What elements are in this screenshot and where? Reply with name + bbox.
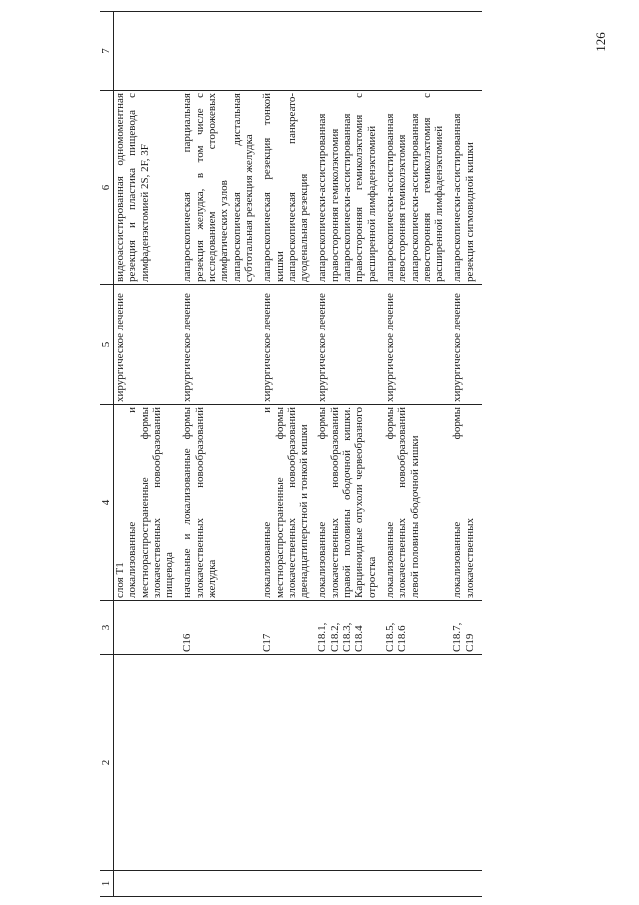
cell-col5: хирургическое лечение bbox=[261, 285, 316, 405]
cell-col2 bbox=[316, 655, 383, 871]
cell-col1 bbox=[114, 871, 182, 897]
cell-col6: видеоассистированная одномоментная резекция и пластика пищевода с лимфаденэктомией 2S, 2F, 3F bbox=[114, 91, 182, 285]
cell-col2 bbox=[384, 655, 451, 871]
table-row bbox=[181, 12, 261, 897]
cell-col7 bbox=[451, 12, 482, 91]
cell-col2 bbox=[114, 655, 182, 871]
treatment-table bbox=[100, 11, 482, 897]
cell-col1 bbox=[316, 871, 383, 897]
cell-col7 bbox=[384, 12, 451, 91]
cell-col2 bbox=[181, 655, 261, 871]
table-row bbox=[451, 12, 482, 897]
col-header-3: 3 bbox=[100, 601, 114, 655]
cell-col5: хирургическое лечение bbox=[181, 285, 261, 405]
col-header-6: 6 bbox=[100, 91, 114, 285]
cell-col6: лапароскопически-ассистированная резекция сигмовидной кишки bbox=[451, 91, 482, 285]
cell-col1 bbox=[451, 871, 482, 897]
cell-col7 bbox=[114, 12, 182, 91]
page-number: 126 bbox=[593, 32, 608, 52]
cell-col5: хирургическое лечение bbox=[316, 285, 383, 405]
col-header-5: 5 bbox=[100, 285, 114, 405]
cell-col3 bbox=[114, 601, 182, 655]
cell-col1 bbox=[181, 871, 261, 897]
cell-col5: хирургическое лечение bbox=[114, 285, 182, 405]
col-header-1: 1 bbox=[100, 871, 114, 897]
table-row bbox=[114, 12, 182, 897]
col-header-2: 2 bbox=[100, 655, 114, 871]
cell-col3: C17 bbox=[261, 601, 316, 655]
cell-col2 bbox=[451, 655, 482, 871]
cell-col6: лапароскопически-ассистированная левосторонняя гемиколэктомия лапароскопически-ассистированная левосторонняя гемиколэктомия с расширенной лимфаденэктомией bbox=[384, 91, 451, 285]
cell-col7 bbox=[261, 12, 316, 91]
table-row bbox=[316, 12, 383, 897]
cell-col4: локализованные формы злокачественных bbox=[451, 405, 482, 601]
cell-col2 bbox=[261, 655, 316, 871]
cell-col5: хирургическое лечение bbox=[451, 285, 482, 405]
table-row bbox=[261, 12, 316, 897]
col-header-7: 7 bbox=[100, 12, 114, 91]
rotated-table-sheet bbox=[100, 12, 613, 897]
header-row bbox=[100, 12, 114, 897]
cell-col1 bbox=[384, 871, 451, 897]
cell-col1 bbox=[261, 871, 316, 897]
cell-col4: локализованные формы злокачественных новообразований левой половины ободочной кишки bbox=[384, 405, 451, 601]
cell-col3: C18.1, C18.2, C18.3, C18.4 bbox=[316, 601, 383, 655]
cell-col6: лапароскопически-ассистированная правосторонняя гемиколэктомия лапароскопически-ассистированная правосторонняя гемиколэктомия с расширенной лимфаденэктомией bbox=[316, 91, 383, 285]
cell-col4: начальные и локализованные формы злокачественных новообразований желудка bbox=[181, 405, 261, 601]
cell-col7 bbox=[181, 12, 261, 91]
col-header-4: 4 bbox=[100, 405, 114, 601]
cell-col5: хирургическое лечение bbox=[384, 285, 451, 405]
cell-col4: локализованные и местнораспространенные формы злокачественных новообразований двенадцатиперстной и тонкой кишки bbox=[261, 405, 316, 601]
cell-col3: C16 bbox=[181, 601, 261, 655]
cell-col4: слоя T1 локализованные и местнораспространенные формы злокачественных новообразований пищевода bbox=[114, 405, 182, 601]
cell-col4: локализованные формы злокачественных новообразований правой половины ободочной кишки. Карциноидные опухоли червеобразного отростка bbox=[316, 405, 383, 601]
cell-col6: лапароскопическая резекция тонкой кишки лапароскопическая панкреато-дуоденальная резекция bbox=[261, 91, 316, 285]
cell-col3: C18.7, C19 bbox=[451, 601, 482, 655]
cell-col6: лапароскопическая парциальная резекция желудка, в том числе с исследованием сторожевых лимфатических узлов лапароскопическая дистальная субтотальная резекция желудка bbox=[181, 91, 261, 285]
cell-col7 bbox=[316, 12, 383, 91]
table-row bbox=[384, 12, 451, 897]
cell-col3: C18.5, C18.6 bbox=[384, 601, 451, 655]
